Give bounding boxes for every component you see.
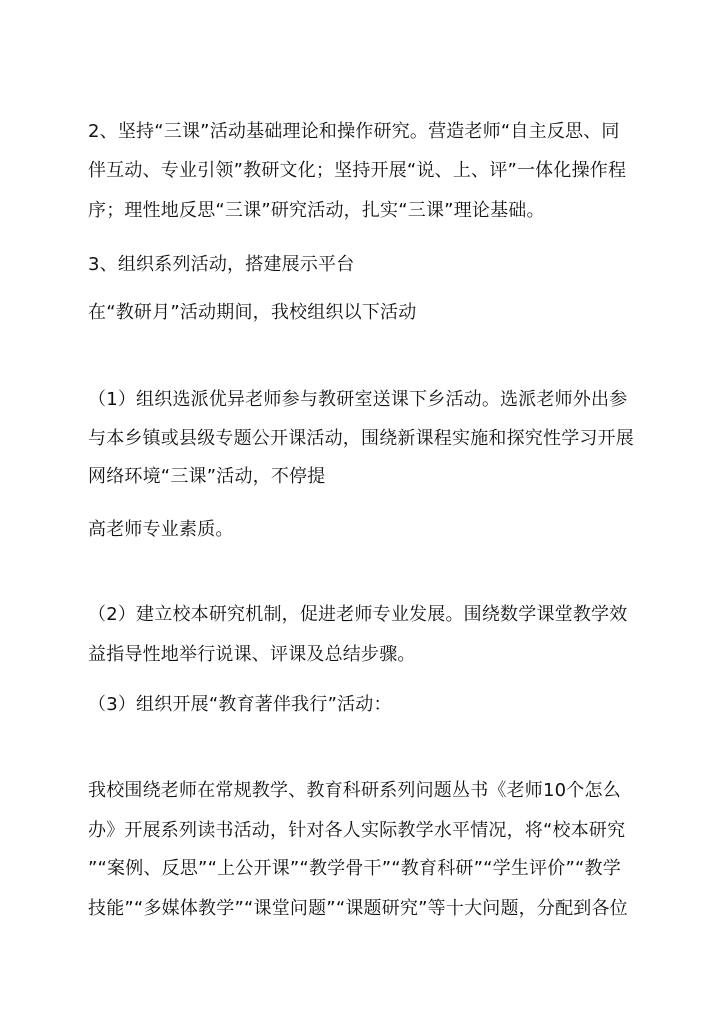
text-line-12: （3）组织开展“教育著伴我行”活动：: [88, 694, 392, 715]
text-line-5: 在“教研月”活动期间，我校组织以下活动: [88, 302, 417, 323]
text-line-16: 技能”“多媒体教学”“课堂问题”“课题研究”等十大问题，分配到各位: [88, 898, 628, 919]
text-line-1: 2、坚持“三课”活动基础理论和操作研究。营造老师“自主反思、同: [88, 121, 620, 142]
text-line-13: 我校围绕老师在常规教学、教育科研系列问题丛书《老师10个怎么: [88, 780, 621, 801]
text-line-6: （1）组织选派优异老师参与教研室送课下乡活动。选派老师外出参: [88, 389, 628, 410]
text-line-8: 网络环境“三课”活动，不停提: [88, 466, 326, 487]
text-line-9: 高老师专业素质。: [88, 519, 234, 540]
text-line-3: 序；理性地反思“三课”研究活动，扎实“三课”理论基础。: [88, 200, 545, 221]
text-line-10: （2）建立校本研究机制，促进老师专业发展。围绕数学课堂教学效: [88, 604, 628, 625]
text-line-4: 3、组织系列活动，搭建展示平台: [88, 254, 355, 275]
text-line-2: 伴互动、专业引领”教研文化；坚持开展“说、上、评”一体化操作程: [88, 160, 627, 181]
text-line-14: 办》开展系列读书活动，针对各人实际教学水平情况，将“校本研究: [88, 820, 626, 841]
text-line-7: 与本乡镇或县级专题公开课活动，围绕新课程实施和探究性学习开展: [88, 428, 634, 449]
text-line-11: 益指导性地举行说课、评课及总结步骤。: [88, 644, 416, 665]
text-line-15: ”“案例、反思”“上公开课”“教学骨干”“教育科研”“学生评价”“教学: [88, 858, 621, 879]
